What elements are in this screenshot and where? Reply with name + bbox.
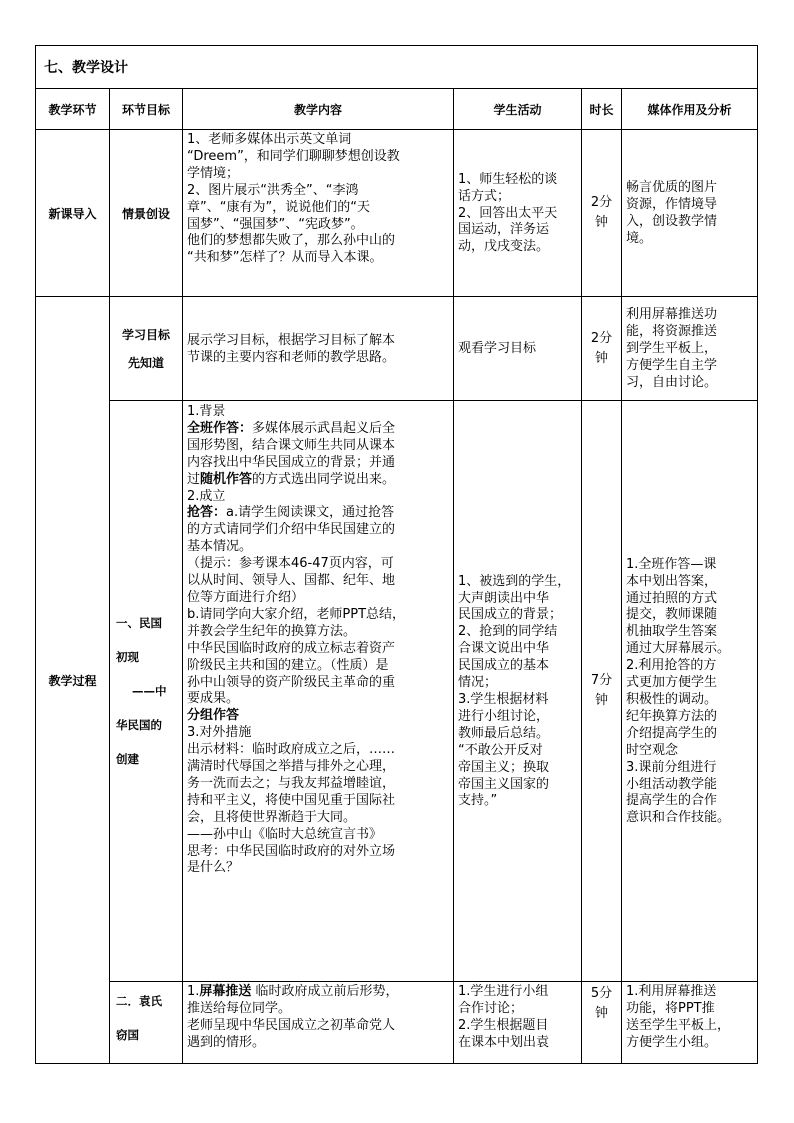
content-line: （提示：参考课本46-47页内容，可 (187, 556, 394, 572)
content-text: 过 (187, 471, 201, 487)
duration-unit: 钟 (594, 1006, 608, 1021)
content-line: 位等方面进行介绍） (187, 589, 305, 605)
media-line: 利用屏幕推送功 (626, 307, 718, 323)
content-line (187, 505, 449, 522)
teaching-design-table (35, 45, 758, 1064)
media-line: 1.全班作答—课 (626, 556, 717, 572)
bold-label: 随机作答 (200, 471, 253, 487)
content-line (187, 472, 449, 489)
activity-part1 (454, 401, 582, 982)
activity-line: 2、抢到的同学结 (458, 624, 558, 640)
media-part2 (622, 982, 758, 1064)
table-row-intro (36, 130, 758, 297)
content-line: 是什么？ (187, 860, 240, 876)
activity-line: 3.学生根据材料 (458, 692, 549, 707)
media-line: 通过大屏幕展示。 (626, 641, 731, 657)
activity-line: 进行小组讨论， (458, 708, 550, 724)
media-line: 3.课前分组进行 (626, 759, 717, 775)
content-line: 2.成立 (187, 488, 226, 504)
activity-line: 帝国主义国家的 (458, 776, 550, 792)
content-line: 中华民国临时政府的成立标志着资产 (187, 640, 396, 656)
media-line: 提高学生的合作 (626, 793, 718, 809)
content-line: 孙中山领导的资产阶级民主革命的重 (187, 674, 396, 690)
media-line: 能，将资源推送 (626, 324, 718, 340)
activity-line: 2、回答出太平天 (458, 205, 558, 221)
duration-unit: 钟 (594, 350, 608, 366)
content-line (187, 421, 449, 438)
content-goals (183, 297, 454, 401)
media-line: 时空观念 (626, 742, 679, 758)
duration-part1 (582, 401, 622, 982)
activity-line: 1、被选到的学生， (458, 573, 571, 589)
goal-line: 初现 (116, 650, 139, 664)
media-goals (622, 297, 758, 401)
duration-value: 2分 (590, 330, 613, 346)
bold-label: 屏幕推送 (199, 984, 252, 999)
activity-line: 帝国主义；换取 (458, 759, 550, 775)
activity-line: 支持。” (458, 793, 498, 809)
content-line: 他们的梦想都失败了，那么孙中山的 (187, 233, 396, 249)
content-line: 3.对外措施 (187, 725, 252, 741)
media-line: 习，自由讨论。 (626, 374, 718, 390)
content-line: 章”、“康有为”，说说他们的“天 (187, 199, 370, 215)
content-line: 节课的主要内容和老师的教学思路。 (187, 349, 396, 365)
media-line: 机抽取学生答案 (626, 624, 718, 640)
media-line: 提交，教师课随 (626, 607, 718, 623)
content-line: 1、老师多媒体出示英文单词 (187, 132, 352, 147)
goal-line: 二．袁氏 (116, 994, 162, 1008)
content-text: 的方式选出同学说出来。 (252, 471, 396, 487)
goal-line: 华民国的 (116, 718, 162, 732)
header-stage: 教学环节 (36, 89, 110, 130)
content-line: 基本情况。 (187, 539, 253, 555)
content-line: 会，且将使世界渐趋于大同。 (187, 809, 357, 825)
media-line: 资源，作情境导 (626, 197, 718, 213)
goal-learning-objectives (110, 297, 183, 401)
activity-line: 在课本中划出袁 (458, 1034, 550, 1050)
table-row-part1 (36, 401, 758, 982)
media-line: 方便学生小组。 (626, 1034, 718, 1050)
content-text: 多媒体展示武昌起义后全 (252, 420, 396, 436)
content-text: 临时政府成立前后形势， (251, 984, 399, 999)
activity-line: 话方式； (458, 188, 511, 204)
goal-part2 (110, 982, 183, 1064)
activity-line: “不敢公开反对 (458, 742, 543, 758)
media-line: 小组活动教学能 (626, 776, 718, 792)
goal-line: 窃国 (116, 1028, 139, 1042)
content-line: “Dreem”，和同学们聊聊梦想创设教 (187, 148, 400, 164)
content-line: 并教会学生纪年的换算方法。 (187, 623, 357, 639)
media-line: 境。 (626, 230, 653, 246)
content-line: 国梦”、“强国梦”、“宪政梦”。 (187, 216, 364, 232)
content-line: 老师呈现中华民国成立之初革命党人 (187, 1017, 396, 1033)
content-line: 遇到的情形。 (187, 1034, 266, 1050)
activity-line: 民国成立的背景； (458, 607, 563, 623)
goal-line: 先知道 (127, 355, 164, 370)
media-line: 通过拍照的方式 (626, 590, 718, 606)
content-line: ——孙中山《临时大总统宣言书》 (187, 826, 383, 842)
media-part1 (622, 401, 758, 982)
content-line: 分组作答 (187, 708, 240, 724)
teaching-design-sheet (35, 45, 758, 1064)
content-line: 出示材料：临时政府成立之后，…… (187, 742, 396, 758)
media-line: 送至学生平板上， (626, 1017, 731, 1033)
duration-intro (582, 130, 622, 297)
goal-part1 (110, 401, 183, 982)
duration-value: 7分 (590, 673, 613, 688)
content-line: 展示学习目标，根据学习目标了解本 (187, 332, 396, 348)
media-line: 方便学生自主学 (626, 357, 718, 373)
content-line: 以从时间、领导人、国都、纪年、地 (187, 573, 396, 589)
content-line: 2、图片展示“洪秀全”、“李鸿 (187, 182, 359, 198)
media-line: 纪年换算方法的 (626, 708, 718, 724)
content-intro (183, 130, 454, 297)
media-line: 畅言优质的图片 (626, 180, 718, 196)
activity-line: 1.学生进行小组 (458, 984, 549, 999)
content-part2 (183, 982, 454, 1064)
activity-line: 国运动，洋务运 (458, 222, 550, 238)
content-line: 学情境； (187, 165, 240, 181)
activity-line: 合课文说出中华 (458, 641, 550, 657)
media-line: 式更加方便学生 (626, 675, 718, 691)
content-line: 1.背景 (187, 404, 226, 419)
media-line: 2.利用抢答的方 (626, 658, 717, 674)
content-line: 思考：中华民国临时政府的对外立场 (187, 843, 396, 859)
content-line: 国形势图，结合课文师生共同从课本 (187, 437, 396, 453)
activity-line: 合作讨论； (458, 1000, 524, 1016)
content-text: 1. (187, 984, 200, 999)
section-title: 七、教学设计 (36, 46, 758, 89)
table-row-goals (36, 297, 758, 401)
header-activity: 学生活动 (454, 89, 582, 130)
duration-value: 2分 (590, 195, 613, 210)
stage-process: 教学过程 (36, 297, 110, 1064)
header-goal: 环节目标 (110, 89, 183, 130)
media-line: 入，创设教学情 (626, 214, 718, 229)
goal-line: ——中 (132, 684, 167, 698)
content-part1 (183, 401, 454, 982)
activity-line: 情况； (458, 675, 498, 691)
duration-value: 5分 (590, 986, 613, 1001)
duration-unit: 钟 (594, 693, 608, 708)
header-duration: 时长 (582, 89, 622, 130)
goal-line: 一、民国 (116, 616, 162, 630)
activity-line: 民国成立的基本 (458, 658, 550, 674)
content-line: 内容找出中华民国成立的背景；并通 (187, 454, 396, 470)
media-line: 积极性的调动。 (626, 692, 718, 707)
content-text: a.请学生阅读课文，通过抢答 (226, 505, 395, 521)
media-line: 意识和合作技能。 (626, 810, 731, 826)
content-line: 持和平主义，将使中国见重于国际社 (187, 792, 396, 808)
goal-line: 学习目标 (121, 327, 170, 342)
table-row-part2 (36, 982, 758, 1064)
goal-line: 创建 (116, 752, 139, 766)
activity-part2 (454, 982, 582, 1064)
content-line: 务一洗而去之；与我友邦益增睦谊， (187, 775, 396, 791)
activity-line: 教师最后总结。 (458, 725, 550, 741)
stage-intro: 新课导入 (36, 130, 110, 297)
bold-label: 抢答： (187, 505, 227, 521)
activity-goals: 观看学习目标 (454, 297, 582, 401)
content-line: 满清时代辱国之举措与排外之心理， (187, 759, 396, 775)
media-line: 到学生平板上， (626, 341, 718, 357)
content-line: b.请同学向大家介绍，老师PPT总结， (187, 606, 406, 622)
content-line: 阶级民主共和国的建立。（性质）是 (187, 657, 389, 673)
header-row (36, 89, 758, 130)
media-line: 1.利用屏幕推送 (626, 984, 717, 999)
content-line: 推送给每位同学。 (187, 1000, 292, 1016)
activity-line: 2.学生根据题目 (458, 1017, 549, 1033)
activity-line: 动，戊戌变法。 (458, 239, 550, 255)
header-content: 教学内容 (183, 89, 454, 130)
goal-intro: 情景创设 (110, 130, 183, 297)
media-intro (622, 130, 758, 297)
duration-goals (582, 297, 622, 401)
content-line: “共和梦”怎样了？从而导入本课。 (187, 250, 383, 266)
activity-line: 1、师生轻松的谈 (458, 171, 558, 187)
content-line (187, 984, 449, 1001)
header-media: 媒体作用及分析 (622, 89, 758, 130)
media-line: 功能，将PPT推 (626, 1000, 715, 1016)
bold-label: 全班作答： (187, 420, 253, 436)
duration-part2 (582, 982, 622, 1064)
duration-unit: 钟 (594, 215, 608, 230)
activity-line: 大声朗读出中华 (458, 590, 550, 606)
activity-intro (454, 130, 582, 297)
content-line: 要成果。 (187, 691, 240, 707)
content-line: 的方式请同学们介绍中华民国建立的 (187, 522, 396, 538)
media-line: 介绍提高学生的 (626, 725, 718, 741)
media-line: 本中划出答案， (626, 573, 718, 589)
